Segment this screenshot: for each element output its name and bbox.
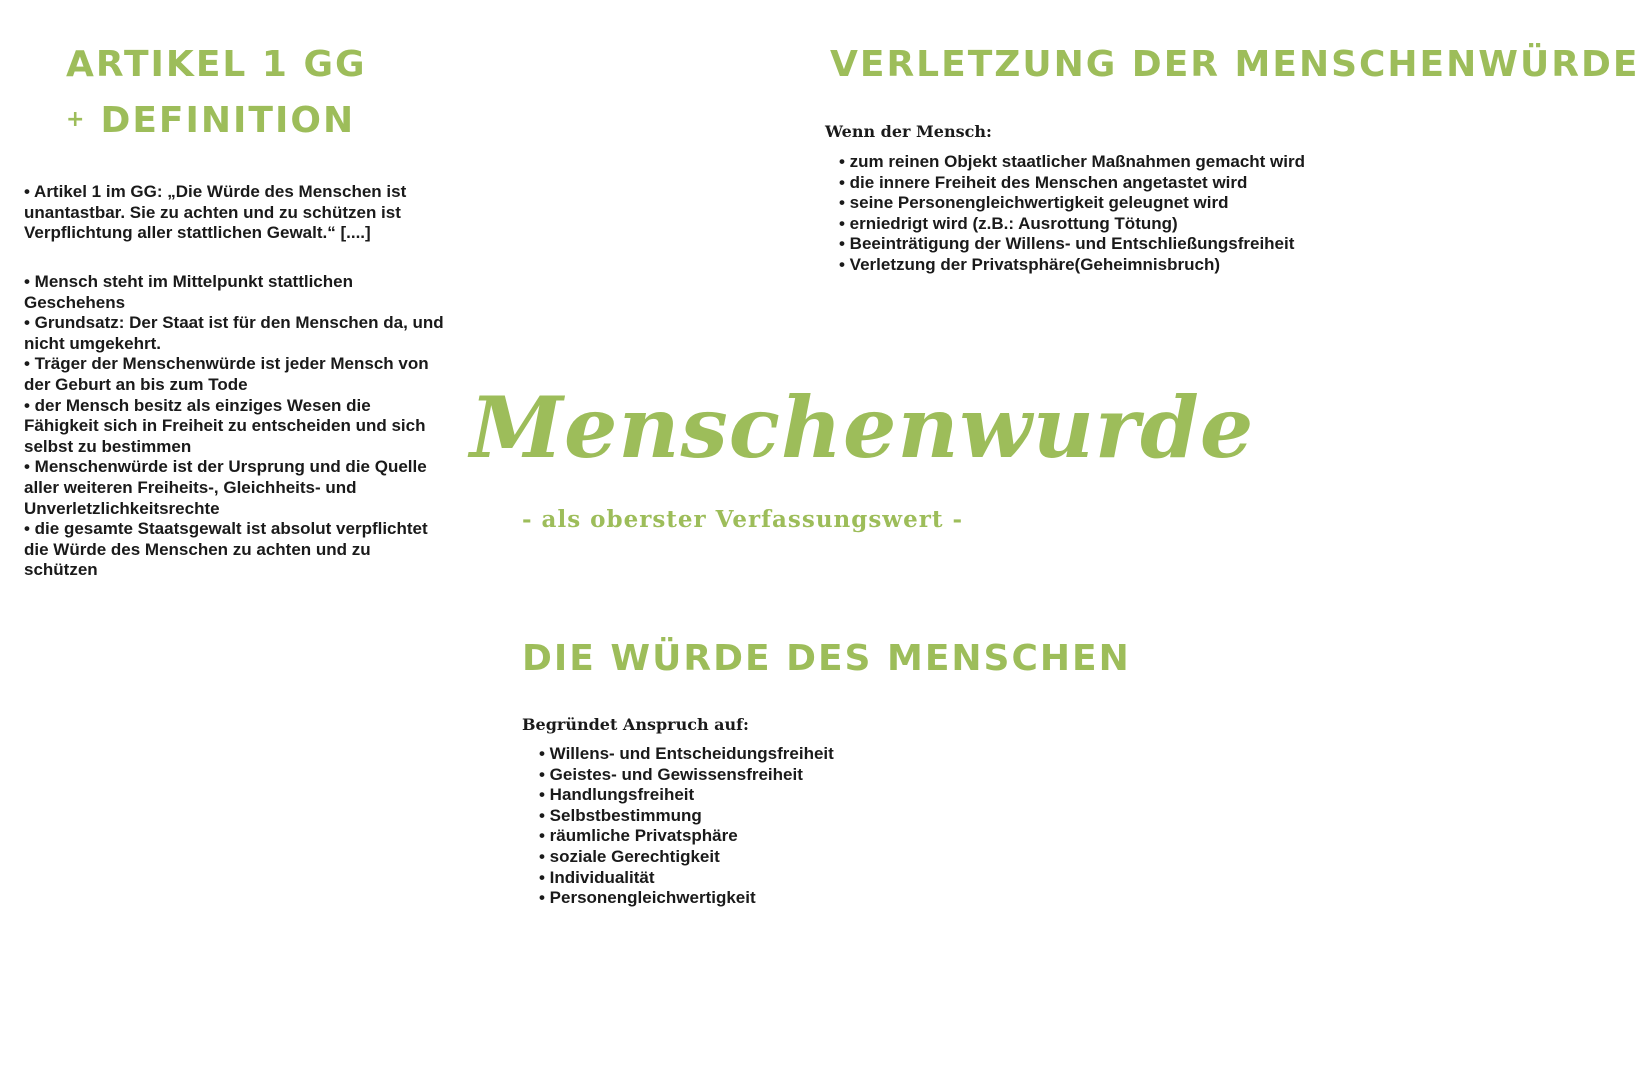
list-item: • zum reinen Objekt staatlicher Maßnahmen gemacht wird	[839, 152, 1306, 171]
list-item: • die gesamte Staatsgewalt ist absolut verpflichtet die Würde des Menschen zu achten und zu schützen	[24, 519, 428, 580]
list-item: • seine Personengleichwertigkeit geleugnet wird	[839, 193, 1229, 213]
article-quote: • Artikel 1 im GG: „Die Würde des Menschen ist unantastbar. Sie zu achten und zu schützen ist Verpflichtung aller stattlichen Gewalt.“ [....]	[24, 182, 407, 243]
list-item: • Willens- und Entscheidungsfreiheit	[539, 744, 834, 763]
list-item: • Individualität	[539, 867, 655, 887]
heading-artikel-1-gg: ARTIKEL 1 GG	[66, 44, 367, 85]
list-item: • soziale Gerechtigkeit	[539, 846, 720, 866]
page-title: Menschenwurde	[470, 378, 1255, 477]
list-item: • die innere Freiheit des Menschen angetastet wird	[839, 172, 1248, 192]
list-item: • Mensch steht im Mittelpunkt stattlichen Geschehens	[24, 272, 353, 312]
heading-verletzung: VERLETZUNG DER MENSCHENWÜRDE	[830, 44, 1639, 85]
list-item: • Menschenwürde ist der Ursprung und die Quelle aller weiteren Freiheits-, Gleichheits- und Unverletzlichkeitsrechte	[24, 457, 427, 518]
verletzung-intro: Wenn der Mensch:	[825, 122, 992, 141]
definition-list	[24, 272, 444, 581]
list-item: • Träger der Menschenwürde ist jeder Mensch von der Geburt an bis zum Tode	[24, 354, 429, 394]
list-item: • Geistes- und Gewissensfreiheit	[539, 764, 803, 784]
page-subtitle: - als oberster Verfassungswert -	[522, 506, 964, 533]
list-item: • Verletzung der Privatsphäre(Geheimnisbruch)	[839, 254, 1220, 274]
anspruch-intro: Begründet Anspruch auf:	[522, 715, 749, 734]
list-item: • Grundsatz: Der Staat ist für den Menschen da, und nicht umgekehrt.	[24, 313, 444, 353]
anspruch-list	[539, 744, 834, 909]
heading-definition	[66, 100, 355, 141]
list-item: • Handlungsfreiheit	[539, 785, 695, 805]
list-item: • Beeinträtigung der Willens- und Entschließungsfreiheit	[839, 234, 1295, 254]
list-item: • räumliche Privatsphäre	[539, 826, 738, 846]
list-item: • Personengleichwertigkeit	[539, 888, 756, 908]
plus-sign: +	[66, 107, 87, 132]
list-item: • erniedrigt wird (z.B.: Ausrottung Tötung)	[839, 213, 1178, 233]
verletzung-list	[839, 152, 1305, 276]
heading-definition-text: DEFINITION	[100, 100, 356, 141]
heading-wuerde-des-menschen: DIE WÜRDE DES MENSCHEN	[522, 638, 1131, 679]
list-item: • Selbstbestimmung	[539, 805, 702, 825]
list-item: • der Mensch besitz als einziges Wesen die Fähigkeit sich in Freiheit zu entscheiden und sich selbst zu bestimmen	[24, 395, 426, 456]
